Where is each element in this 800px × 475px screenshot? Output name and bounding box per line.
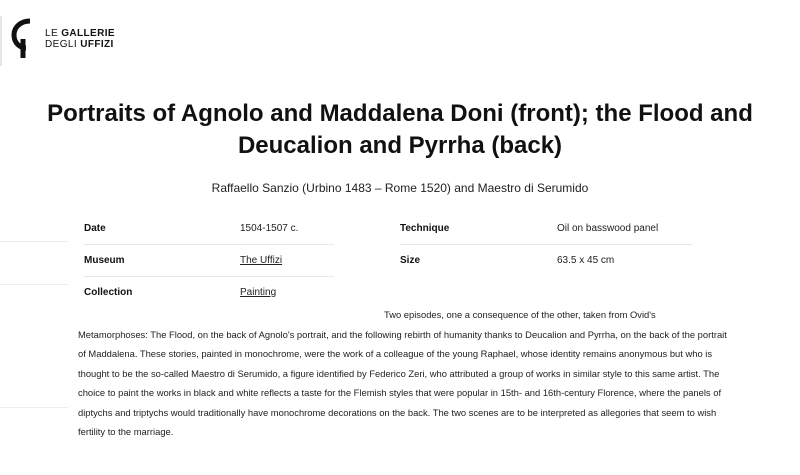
edge-rule-3 [0,407,68,408]
logo-wordmark [45,28,115,50]
artist-attribution: Raffaello Sanzio (Urbino 1483 – Rome 1520) and Maestro di Serumido [211,181,589,195]
header-edge-rule [0,16,2,66]
museum-value [240,255,282,266]
collection-link[interactable]: Painting [240,286,277,298]
site-header [0,0,800,66]
artwork-description [78,305,728,442]
logo-line1-emph: GALLERIE [61,28,115,39]
detail-museum [84,244,334,276]
detail-collection [84,276,334,308]
logo-line-2 [45,39,115,50]
description-text: Two episodes, one a consequence of the other, taken from Ovid's Metamorphoses: The Flood, on the back of Agnolo's portrait, and the following rebirth of humanity thanks to Deucalion and Pyrrha, on the back of the portrait of Maddalena. These stories, painted in monochrome, were the work of a colleague of the young Raphael, whose identity remains anonymous but who is thought to be the so-called Maestro di Serumido, a figure identified by Federico Zeri, who attributed a group of works in similar style to this same artist. The choice to paint the works in black and white reflects a taste for the Flemish styles that were popular in 15th- and 16th-century Florence, where the panels of diptychs and triptychs would traditionally have monochrome decorations on the back. The two scenes are to be interpreted as allegories that seem to wish fertility to the marriage. [78,309,727,437]
logo-line2-prefix: DEGLI [45,39,78,50]
technique-value: Oil on basswood panel [557,222,659,234]
technique-label: Technique [400,222,450,234]
collection-value [240,287,276,298]
date-value: 1504-1507 c. [240,222,299,234]
date-label: Date [84,222,106,234]
collection-label: Collection [84,286,133,298]
museum-link[interactable]: The Uffizi [240,254,283,266]
museum-label: Museum [84,254,125,266]
uffizi-logo-link[interactable] [10,18,115,60]
size-label: Size [400,254,421,266]
detail-technique [400,212,692,244]
logo-line-1 [45,28,115,39]
detail-size [400,244,692,276]
size-value: 63.5 x 45 cm [557,254,615,266]
detail-date [84,212,334,244]
logo-line2-emph: UFFIZI [80,39,114,50]
artwork-title: Portraits of Agnolo and Maddalena Doni (front); the Flood and Deucalion and Pyrrha (back) [47,100,753,159]
artwork-details [0,212,800,312]
logo-line1-prefix: LE [45,28,59,39]
uffizi-g-logo-icon [10,18,36,60]
